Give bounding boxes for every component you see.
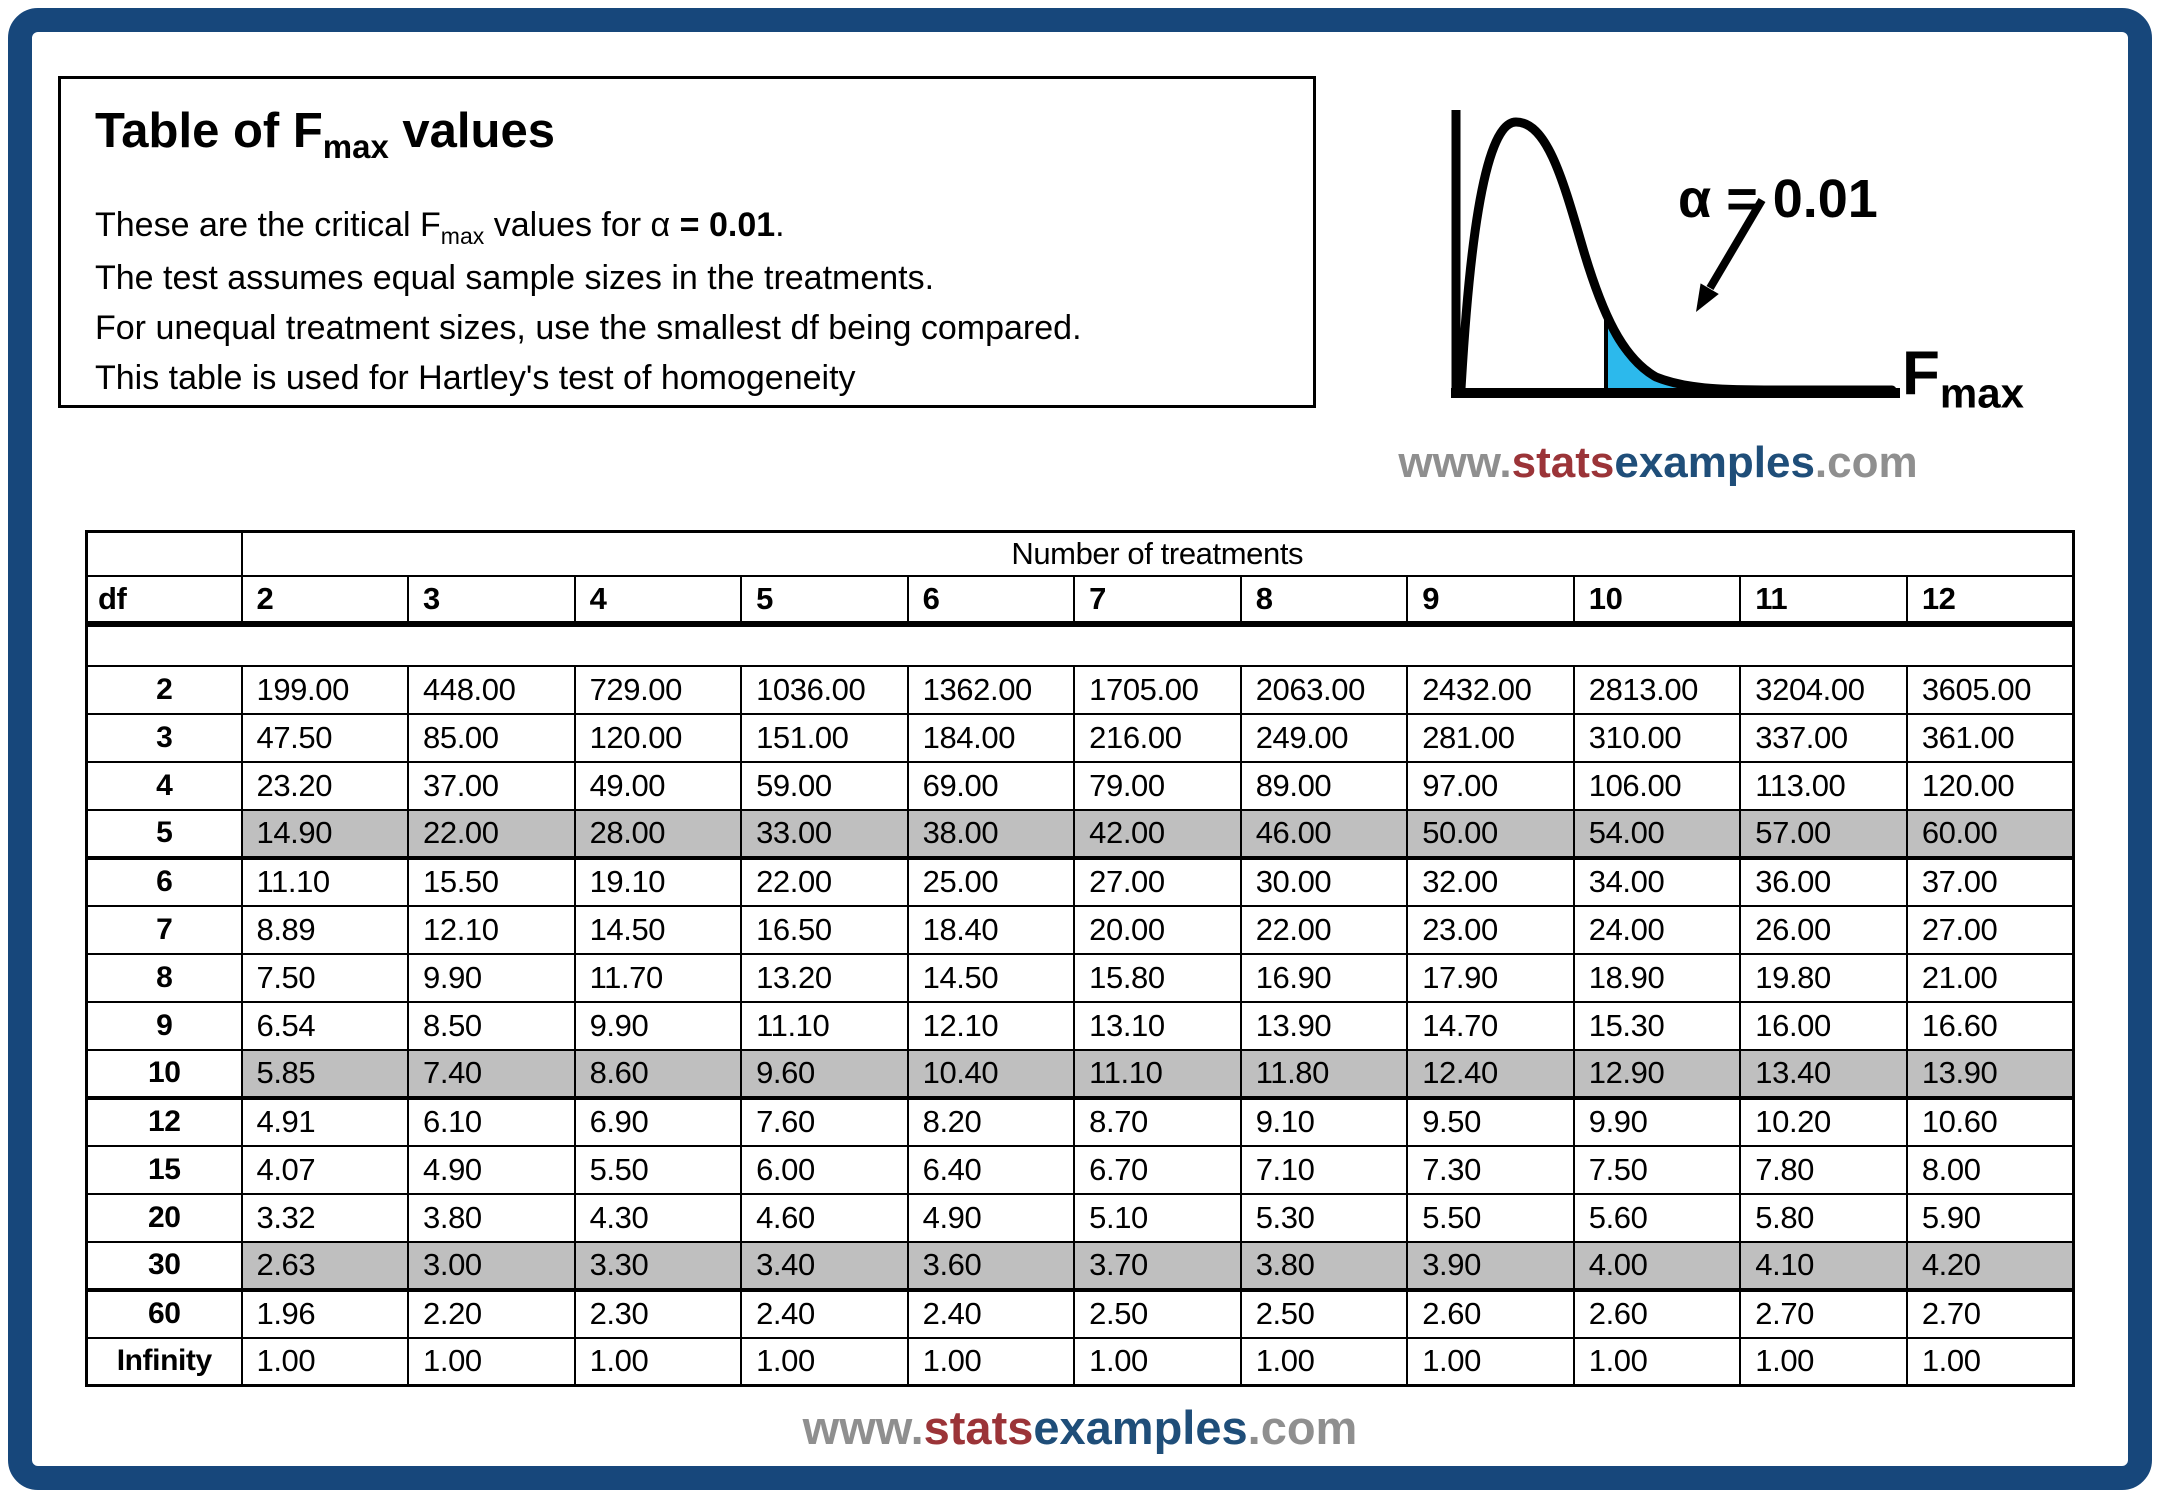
fmax-value-cell: 33.00 <box>741 810 908 858</box>
fmax-value-cell: 37.00 <box>1907 858 2074 906</box>
fmax-value-cell: 20.00 <box>1074 906 1241 954</box>
fmax-value-cell: 1.96 <box>242 1290 409 1338</box>
fmax-value-cell: 30.00 <box>1241 858 1408 906</box>
fmax-value-cell: 1.00 <box>1907 1338 2074 1386</box>
fmax-value-cell: 448.00 <box>408 666 575 714</box>
fmax-value-cell: 3.60 <box>908 1242 1075 1290</box>
fmax-value-cell: 54.00 <box>1574 810 1741 858</box>
fmax-value-cell: 7.50 <box>1574 1146 1741 1194</box>
spacer-cell <box>87 624 2074 666</box>
fmax-value-cell: 1362.00 <box>908 666 1075 714</box>
alpha-arrow-head <box>1696 283 1719 312</box>
fmax-value-cell: 50.00 <box>1407 810 1574 858</box>
fmax-value-cell: 1036.00 <box>741 666 908 714</box>
fmax-value-cell: 7.80 <box>1740 1146 1907 1194</box>
fmax-value-cell: 22.00 <box>1241 906 1408 954</box>
fmax-value-cell: 1.00 <box>575 1338 742 1386</box>
fmax-value-cell: 4.90 <box>908 1194 1075 1242</box>
watermark-examples: examples <box>1614 438 1815 487</box>
fmax-value-cell: 69.00 <box>908 762 1075 810</box>
fmax-value-cell: 3605.00 <box>1907 666 2074 714</box>
fmax-value-cell: 10.40 <box>908 1050 1075 1098</box>
fmax-value-cell: 2.70 <box>1907 1290 2074 1338</box>
fmax-value-cell: 85.00 <box>408 714 575 762</box>
fmax-value-cell: 2.60 <box>1407 1290 1574 1338</box>
fmax-value-cell: 11.10 <box>242 858 409 906</box>
fmax-value-cell: 1.00 <box>1407 1338 1574 1386</box>
fmax-value-cell: 1.00 <box>908 1338 1075 1386</box>
fmax-value-cell: 120.00 <box>1907 762 2074 810</box>
fmax-value-cell: 1.00 <box>1574 1338 1741 1386</box>
fmax-value-cell: 46.00 <box>1241 810 1408 858</box>
watermark-www: www. <box>1398 438 1512 487</box>
fmax-value-cell: 8.70 <box>1074 1098 1241 1146</box>
fmax-value-cell: 2813.00 <box>1574 666 1741 714</box>
df-value-cell: 60 <box>87 1290 242 1338</box>
watermark-www: www. <box>802 1401 924 1454</box>
fmax-value-cell: 5.90 <box>1907 1194 2074 1242</box>
df-value-cell: 2 <box>87 666 242 714</box>
group-header-empty-cell <box>87 532 242 576</box>
fmax-value-cell: 15.30 <box>1574 1002 1741 1050</box>
fmax-value-cell: 337.00 <box>1740 714 1907 762</box>
df-value-cell: 9 <box>87 1002 242 1050</box>
treatment-column-header: 5 <box>741 576 908 624</box>
fmax-value-cell: 12.90 <box>1574 1050 1741 1098</box>
distribution-curve <box>1461 122 1892 390</box>
fmax-value-cell: 8.00 <box>1907 1146 2074 1194</box>
fmax-value-cell: 729.00 <box>575 666 742 714</box>
table-row <box>87 666 2074 714</box>
fmax-value-cell: 11.10 <box>741 1002 908 1050</box>
fmax-value-cell: 4.10 <box>1740 1242 1907 1290</box>
watermark-com: .com <box>1247 1401 1358 1454</box>
table-row <box>87 1242 2074 1290</box>
fmax-value-cell: 18.90 <box>1574 954 1741 1002</box>
df-value-cell: 10 <box>87 1050 242 1098</box>
df-value-cell: 15 <box>87 1146 242 1194</box>
fmax-value-cell: 9.90 <box>1574 1098 1741 1146</box>
fmax-value-cell: 249.00 <box>1241 714 1408 762</box>
fmax-value-cell: 7.10 <box>1241 1146 1408 1194</box>
treatment-column-header: 12 <box>1907 576 2074 624</box>
group-header-title: Number of treatments <box>242 532 2074 576</box>
fmax-value-cell: 6.00 <box>741 1146 908 1194</box>
info-line-1: These are the critical $F_{max}$ values for α = 0.01. <box>95 205 785 249</box>
fmax-value-cell: 4.30 <box>575 1194 742 1242</box>
fmax-value-cell: 6.10 <box>408 1098 575 1146</box>
table-row <box>87 1050 2074 1098</box>
fmax-value-cell: 1705.00 <box>1074 666 1241 714</box>
fmax-value-cell: 4.07 <box>242 1146 409 1194</box>
fmax-value-cell: 3.80 <box>1241 1242 1408 1290</box>
table-row <box>87 1146 2074 1194</box>
fmax-value-cell: 10.60 <box>1907 1098 2074 1146</box>
table-row <box>87 810 2074 858</box>
fmax-value-cell: 57.00 <box>1740 810 1907 858</box>
fmax-value-cell: 21.00 <box>1907 954 2074 1002</box>
fmax-value-cell: 310.00 <box>1574 714 1741 762</box>
fmax-value-cell: 3.80 <box>408 1194 575 1242</box>
fmax-value-cell: 13.90 <box>1241 1002 1408 1050</box>
fmax-value-cell: 3.90 <box>1407 1242 1574 1290</box>
fmax-value-cell: 4.60 <box>741 1194 908 1242</box>
fmax-value-cell: 14.70 <box>1407 1002 1574 1050</box>
fmax-value-cell: 2.50 <box>1241 1290 1408 1338</box>
df-value-cell: 6 <box>87 858 242 906</box>
fmax-value-cell: 6.40 <box>908 1146 1075 1194</box>
fmax-value-cell: 28.00 <box>575 810 742 858</box>
fmax-value-cell: 8.89 <box>242 906 409 954</box>
fmax-value-cell: 2.70 <box>1740 1290 1907 1338</box>
fmax-value-cell: 13.10 <box>1074 1002 1241 1050</box>
fmax-value-cell: 12.10 <box>408 906 575 954</box>
fmax-value-cell: 106.00 <box>1574 762 1741 810</box>
watermark-examples: examples <box>1033 1401 1248 1454</box>
info-line-4: This table is used for Hartley's test of homogeneity <box>95 359 856 398</box>
df-value-cell: 3 <box>87 714 242 762</box>
column-header-row <box>87 576 2074 624</box>
fmax-value-cell: 1.00 <box>408 1338 575 1386</box>
fmax-value-cell: 22.00 <box>741 858 908 906</box>
fmax-value-cell: 9.60 <box>741 1050 908 1098</box>
fmax-value-cell: 14.90 <box>242 810 409 858</box>
df-value-cell: 8 <box>87 954 242 1002</box>
fmax-value-cell: 184.00 <box>908 714 1075 762</box>
fmax-value-cell: 361.00 <box>1907 714 2074 762</box>
fmax-value-cell: 5.50 <box>575 1146 742 1194</box>
fmax-value-cell: 2.60 <box>1574 1290 1741 1338</box>
fmax-value-cell: 3.00 <box>408 1242 575 1290</box>
fmax-value-cell: 34.00 <box>1574 858 1741 906</box>
info-line-2: The test assumes equal sample sizes in the treatments. <box>95 258 935 297</box>
table-row <box>87 1338 2074 1386</box>
treatment-column-header: 8 <box>1241 576 1408 624</box>
fmax-value-cell: 9.10 <box>1241 1098 1408 1146</box>
fmax-value-cell: 17.90 <box>1407 954 1574 1002</box>
df-value-cell: 5 <box>87 810 242 858</box>
fmax-value-cell: 16.00 <box>1740 1002 1907 1050</box>
fmax-value-cell: 199.00 <box>242 666 409 714</box>
fmax-value-cell: 42.00 <box>1074 810 1241 858</box>
fmax-value-cell: 5.50 <box>1407 1194 1574 1242</box>
fmax-value-cell: 16.90 <box>1241 954 1408 1002</box>
fmax-value-cell: 97.00 <box>1407 762 1574 810</box>
info-box <box>58 76 1316 408</box>
fmax-value-cell: 13.90 <box>1907 1050 2074 1098</box>
fmax-value-cell: 9.90 <box>575 1002 742 1050</box>
fmax-table-container <box>85 530 2075 1387</box>
fmax-value-cell: 6.90 <box>575 1098 742 1146</box>
treatment-column-header: 2 <box>242 576 409 624</box>
fmax-value-cell: 5.85 <box>242 1050 409 1098</box>
fmax-value-cell: 38.00 <box>908 810 1075 858</box>
treatment-column-header: 9 <box>1407 576 1574 624</box>
fmax-axis-label: $F_{max}$ <box>1902 339 2024 417</box>
fmax-value-cell: 3.70 <box>1074 1242 1241 1290</box>
fmax-table-body <box>87 624 2074 1386</box>
fmax-value-cell: 1.00 <box>1241 1338 1408 1386</box>
treatment-column-header: 4 <box>575 576 742 624</box>
df-value-cell: Infinity <box>87 1338 242 1386</box>
df-column-header: df <box>87 576 242 624</box>
fmax-value-cell: 8.50 <box>408 1002 575 1050</box>
fmax-value-cell: 3204.00 <box>1740 666 1907 714</box>
fmax-value-cell: 15.50 <box>408 858 575 906</box>
table-row <box>87 906 2074 954</box>
treatment-column-header: 7 <box>1074 576 1241 624</box>
page-title: Table of $F_{max}$ values <box>95 104 555 165</box>
treatment-column-header: 6 <box>908 576 1075 624</box>
fmax-value-cell: 2.50 <box>1074 1290 1241 1338</box>
fmax-value-cell: 1.00 <box>1740 1338 1907 1386</box>
fmax-value-cell: 3.40 <box>741 1242 908 1290</box>
fmax-value-cell: 6.54 <box>242 1002 409 1050</box>
fmax-value-cell: 2.40 <box>741 1290 908 1338</box>
distribution-figure <box>1398 72 2030 502</box>
fmax-value-cell: 11.80 <box>1241 1050 1408 1098</box>
fmax-value-cell: 11.10 <box>1074 1050 1241 1098</box>
table-row <box>87 1290 2074 1338</box>
group-header-row <box>87 532 2074 576</box>
fmax-value-cell: 23.20 <box>242 762 409 810</box>
fmax-value-cell: 6.70 <box>1074 1146 1241 1194</box>
fmax-value-cell: 16.50 <box>741 906 908 954</box>
fmax-value-cell: 4.91 <box>242 1098 409 1146</box>
fmax-value-cell: 151.00 <box>741 714 908 762</box>
df-value-cell: 7 <box>87 906 242 954</box>
df-value-cell: 30 <box>87 1242 242 1290</box>
fmax-value-cell: 13.20 <box>741 954 908 1002</box>
fmax-value-cell: 113.00 <box>1740 762 1907 810</box>
fmax-value-cell: 19.10 <box>575 858 742 906</box>
fmax-value-cell: 14.50 <box>908 954 1075 1002</box>
fmax-value-cell: 2.30 <box>575 1290 742 1338</box>
fmax-value-cell: 15.80 <box>1074 954 1241 1002</box>
fmax-value-cell: 1.00 <box>242 1338 409 1386</box>
treatment-column-header: 11 <box>1740 576 1907 624</box>
fmax-value-cell: 2432.00 <box>1407 666 1574 714</box>
fmax-value-cell: 216.00 <box>1074 714 1241 762</box>
fmax-value-cell: 8.20 <box>908 1098 1075 1146</box>
fmax-value-cell: 5.60 <box>1574 1194 1741 1242</box>
fmax-value-cell: 59.00 <box>741 762 908 810</box>
site-watermark-bottom <box>85 1400 2075 1455</box>
table-row <box>87 762 2074 810</box>
fmax-value-cell: 49.00 <box>575 762 742 810</box>
table-row <box>87 1194 2074 1242</box>
fmax-value-cell: 24.00 <box>1574 906 1741 954</box>
fmax-value-cell: 32.00 <box>1407 858 1574 906</box>
table-row <box>87 858 2074 906</box>
fmax-value-cell: 37.00 <box>408 762 575 810</box>
fmax-value-cell: 12.10 <box>908 1002 1075 1050</box>
fmax-value-cell: 10.20 <box>1740 1098 1907 1146</box>
df-value-cell: 4 <box>87 762 242 810</box>
fmax-value-cell: 4.90 <box>408 1146 575 1194</box>
treatment-column-header: 10 <box>1574 576 1741 624</box>
fmax-value-cell: 14.50 <box>575 906 742 954</box>
fmax-value-cell: 11.70 <box>575 954 742 1002</box>
fmax-value-cell: 22.00 <box>408 810 575 858</box>
fmax-value-cell: 1.00 <box>741 1338 908 1386</box>
fmax-value-cell: 2.20 <box>408 1290 575 1338</box>
fmax-value-cell: 7.40 <box>408 1050 575 1098</box>
fmax-value-cell: 9.90 <box>408 954 575 1002</box>
fmax-value-cell: 13.40 <box>1740 1050 1907 1098</box>
fmax-value-cell: 27.00 <box>1074 858 1241 906</box>
fmax-value-cell: 281.00 <box>1407 714 1574 762</box>
fmax-value-cell: 7.50 <box>242 954 409 1002</box>
fmax-value-cell: 60.00 <box>1907 810 2074 858</box>
fmax-value-cell: 8.60 <box>575 1050 742 1098</box>
alpha-value-label: α = 0.01 <box>1678 169 1878 229</box>
info-line-3: For unequal treatment sizes, use the smallest df being compared. <box>95 308 1082 347</box>
fmax-value-cell: 16.60 <box>1907 1002 2074 1050</box>
watermark-stats: stats <box>1511 438 1615 487</box>
table-row <box>87 714 2074 762</box>
watermark-stats: stats <box>923 1401 1034 1454</box>
fmax-value-cell: 2063.00 <box>1241 666 1408 714</box>
df-value-cell: 20 <box>87 1194 242 1242</box>
fmax-value-cell: 25.00 <box>908 858 1075 906</box>
fmax-value-cell: 27.00 <box>1907 906 2074 954</box>
table-row <box>87 954 2074 1002</box>
fmax-value-cell: 4.20 <box>1907 1242 2074 1290</box>
fmax-value-cell: 79.00 <box>1074 762 1241 810</box>
fmax-table <box>85 530 2075 1387</box>
watermark-com: .com <box>1814 438 1918 487</box>
df-value-cell: 12 <box>87 1098 242 1146</box>
fmax-value-cell: 3.30 <box>575 1242 742 1290</box>
fmax-value-cell: 7.30 <box>1407 1146 1574 1194</box>
fmax-value-cell: 5.30 <box>1241 1194 1408 1242</box>
fmax-value-cell: 89.00 <box>1241 762 1408 810</box>
table-row <box>87 1002 2074 1050</box>
fmax-value-cell: 18.40 <box>908 906 1075 954</box>
fmax-value-cell: 47.50 <box>242 714 409 762</box>
table-row <box>87 1098 2074 1146</box>
fmax-value-cell: 5.80 <box>1740 1194 1907 1242</box>
fmax-value-cell: 120.00 <box>575 714 742 762</box>
fmax-value-cell: 3.32 <box>242 1194 409 1242</box>
fmax-value-cell: 19.80 <box>1740 954 1907 1002</box>
fmax-value-cell: 26.00 <box>1740 906 1907 954</box>
site-watermark-top <box>1368 438 1948 488</box>
fmax-value-cell: 4.00 <box>1574 1242 1741 1290</box>
treatment-column-header: 3 <box>408 576 575 624</box>
fmax-value-cell: 12.40 <box>1407 1050 1574 1098</box>
fmax-value-cell: 9.50 <box>1407 1098 1574 1146</box>
fmax-value-cell: 36.00 <box>1740 858 1907 906</box>
fmax-value-cell: 1.00 <box>1074 1338 1241 1386</box>
fmax-value-cell: 5.10 <box>1074 1194 1241 1242</box>
fmax-value-cell: 2.40 <box>908 1290 1075 1338</box>
spacer-row <box>87 624 2074 666</box>
fmax-value-cell: 7.60 <box>741 1098 908 1146</box>
fmax-value-cell: 23.00 <box>1407 906 1574 954</box>
fmax-value-cell: 2.63 <box>242 1242 409 1290</box>
